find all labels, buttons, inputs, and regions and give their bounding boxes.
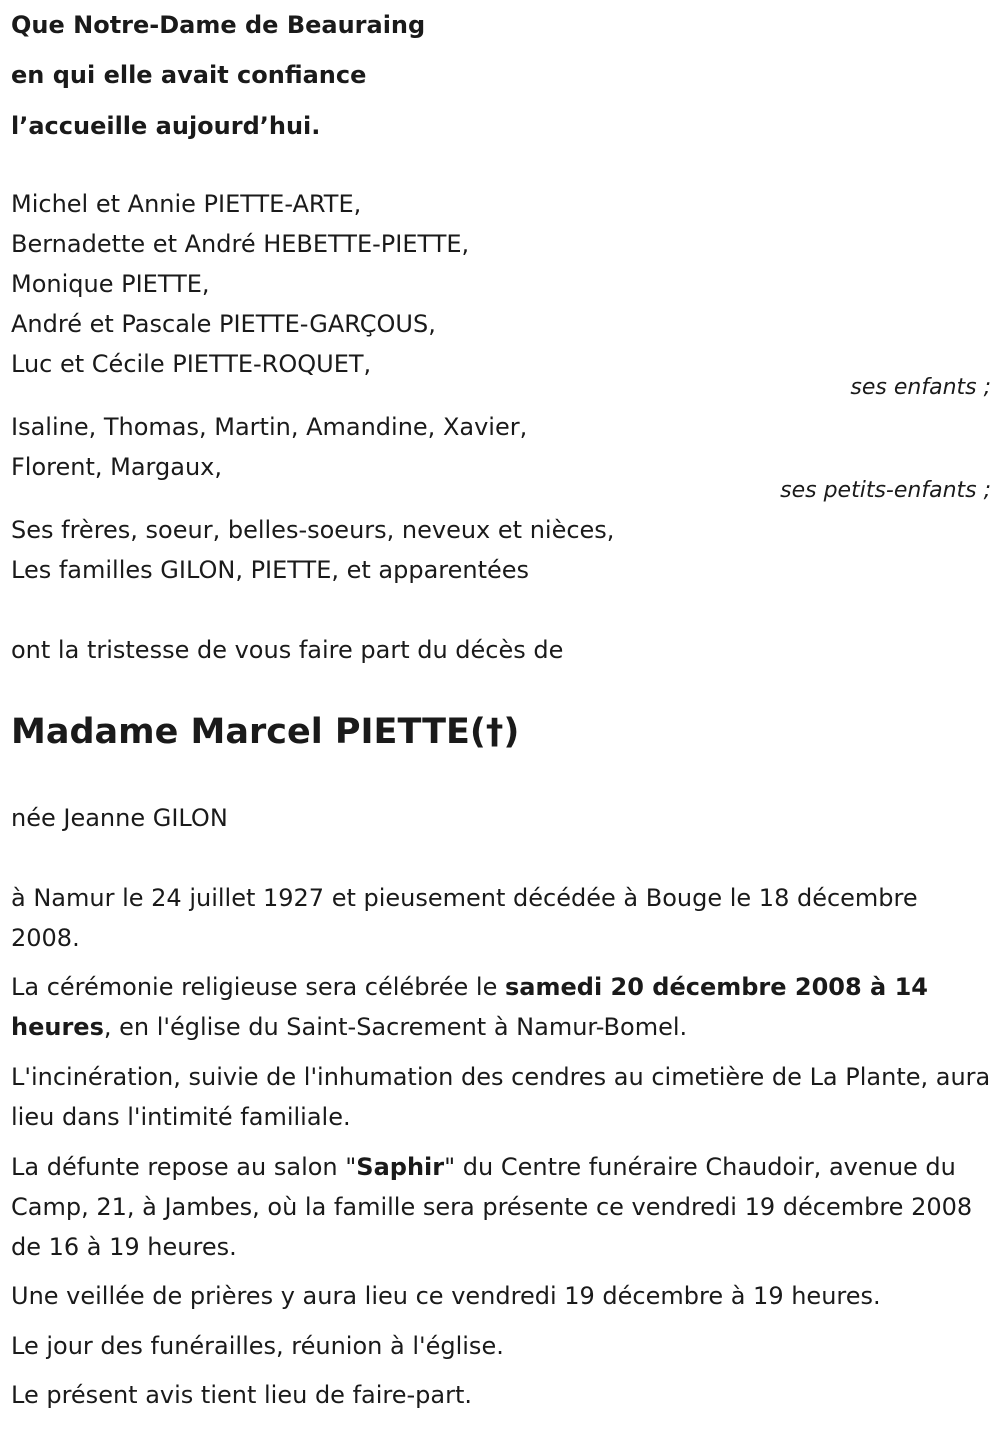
cremation-paragraph: L'incinération, suivie de l'inhumation des cendres au cimetière de La Plante, aura lieu dans l'intimité familiale. <box>11 1063 991 1131</box>
child-line: Luc et Cécile PIETTE-ROQUET, <box>11 350 372 378</box>
announcement: ont la tristesse de vous faire part du décès de <box>11 636 564 664</box>
prayer-line-2: en qui elle avait confiance <box>11 61 367 89</box>
child-line: Monique PIETTE, <box>11 270 210 298</box>
child-line: Michel et Annie PIETTE-ARTE, <box>11 190 362 218</box>
children-relation: ses enfants ; <box>850 375 991 400</box>
rest-details: " du Centre funéraire Chaudoir, avenue du Camp, 21, à Jambes, où la famille sera présente ce vendredi 19 décembre 2008 de 16 à 19 heures. <box>11 1153 973 1261</box>
rest-paragraph <box>11 1147 991 1267</box>
family-line-2: Les familles GILON, PIETTE, et apparentées <box>11 556 530 584</box>
prayer-line-3: l’accueille aujourd’hui. <box>11 112 321 140</box>
ceremony-date: samedi 20 décembre 2008 à 14 heures <box>11 973 928 1041</box>
ceremony-paragraph <box>11 967 991 1047</box>
ceremony-location: , en l'église du Saint-Sacrement à Namur-Bomel. <box>103 1013 688 1041</box>
deceased-name: Madame Marcel PIETTE(†) <box>11 712 520 752</box>
grandchildren-relation: ses petits-enfants ; <box>780 478 991 503</box>
family-line-1: Ses frères, soeur, belles-soeurs, neveux et nièces, <box>11 516 615 544</box>
birth-death-paragraph: à Namur le 24 juillet 1927 et pieusement décédée à Bouge le 18 décembre 2008. <box>11 884 918 952</box>
child-line: André et Pascale PIETTE-GARÇOUS, <box>11 310 436 338</box>
birth-name: née Jeanne GILON <box>11 804 228 832</box>
salon-name: Saphir <box>356 1153 445 1181</box>
grandchild-line: Florent, Margaux, <box>11 453 222 481</box>
notice-paragraph: Le présent avis tient lieu de faire-part. <box>11 1381 473 1409</box>
meeting-paragraph: Le jour des funérailles, réunion à l'église. <box>11 1332 504 1360</box>
prayer-line-1: Que Notre-Dame de Beauraing <box>11 11 426 39</box>
rest-text: La défunte repose au salon " <box>11 1153 357 1181</box>
vigil-paragraph: Une veillée de prières y aura lieu ce vendredi 19 décembre à 19 heures. <box>11 1282 881 1310</box>
ceremony-text: La cérémonie religieuse sera célébrée le <box>11 973 505 1001</box>
child-line: Bernadette et André HEBETTE-PIETTE, <box>11 230 470 258</box>
grandchild-line: Isaline, Thomas, Martin, Amandine, Xavier, <box>11 413 528 441</box>
